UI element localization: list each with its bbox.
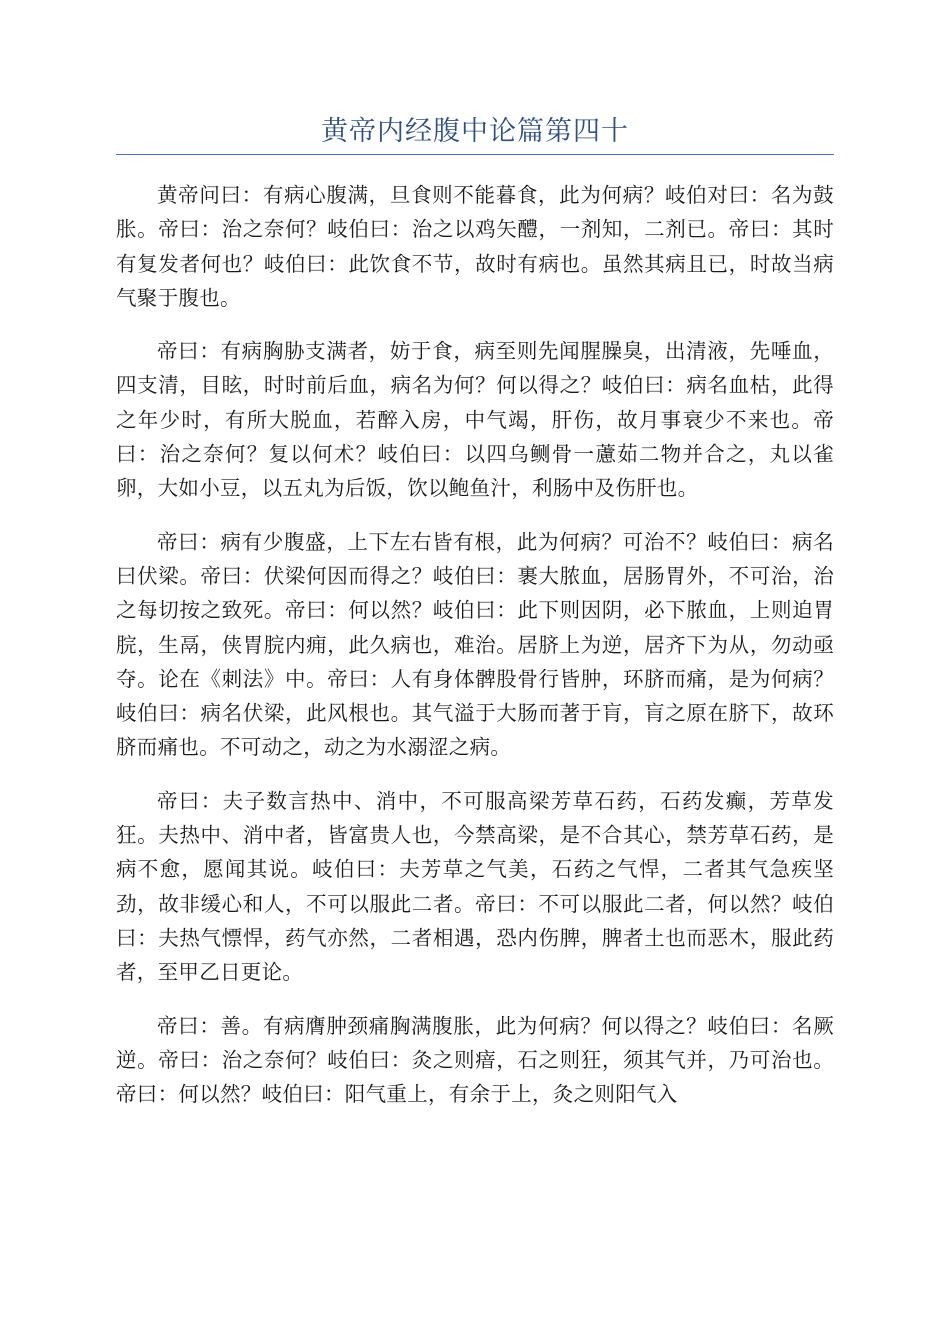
document-page [116, 0, 834, 1344]
paragraph-2: 帝曰：有病胸胁支满者，妨于食，病至则先闻腥臊臭，出清液，先唾血，四支清，目眩，时时前后血，病名为何？何以得之？岐伯曰：病名血枯，此得之年少时，有所大脱血，若醉入房，中气竭，肝伤，故月事衰少不来也。帝曰：治之奈何？复以何术？岐伯曰：以四乌鲗骨一藘茹二物并合之，丸以雀卵，大如小豆，以五丸为后饭，饮以鲍鱼汁，利肠中及伤肝也。 [116, 339, 834, 501]
paragraph-4: 帝曰：夫子数言热中、消中，不可服高梁芳草石药，石药发癫，芳草发狂。夫热中、消中者，皆富贵人也，今禁高梁，是不合其心，禁芳草石药，是病不愈，愿闻其说。岐伯曰：夫芳草之气美，石药之气悍，二者其气急疾坚劲，故非缓心和人，不可以服此二者。帝曰：不可以服此二者，何以然？岐伯曰：夫热气慓悍，药气亦然，二者相遇，恐内伤脾，脾者土也而恶木，服此药者，至甲乙日更论。 [116, 788, 834, 985]
paragraph-1: 黄帝问曰：有病心腹满，旦食则不能暮食，此为何病？岐伯对曰：名为鼓胀。帝曰：治之奈何？岐伯曰：治之以鸡矢醴，一剂知，二剂已。帝曰：其时有复发者何也？岐伯曰：此饮食不节，故时有病也。虽然其病且已，时故当病气聚于腹也。 [116, 183, 834, 310]
paragraph-5: 帝曰：善。有病膺肿颈痛胸满腹胀，此为何病？何以得之？岐伯曰：名厥逆。帝曰：治之奈何？岐伯曰：灸之则瘖，石之则狂，须其气并，乃可治也。帝曰：何以然？岐伯曰：阳气重上，有余于上，灸之则阳气入 [116, 1013, 834, 1107]
document-body [116, 178, 834, 1130]
title-underline [116, 154, 834, 155]
document-title: 黄帝内经腹中论篇第四十 [321, 116, 629, 147]
paragraph-3: 帝曰：病有少腹盛，上下左右皆有根，此为何病？可治不？岐伯曰：病名曰伏梁。帝曰：伏梁何因而得之？岐伯曰：裹大脓血，居肠胃外，不可治，治之每切按之致死。帝曰：何以然？岐伯曰：此下则因阴，必下脓血，上则迫胃脘，生鬲，侠胃脘内痈，此久病也，难治。居脐上为逆，居齐下为从，勿动亟夺。论在《刺法》中。帝曰：人有身体髀股骨行皆肿，环脐而痛，是为何病？岐伯曰：病名伏梁，此风根也。其气溢于大肠而著于肓，肓之原在脐下，故环脐而痛也。不可动之，动之为水溺涩之病。 [116, 529, 834, 760]
